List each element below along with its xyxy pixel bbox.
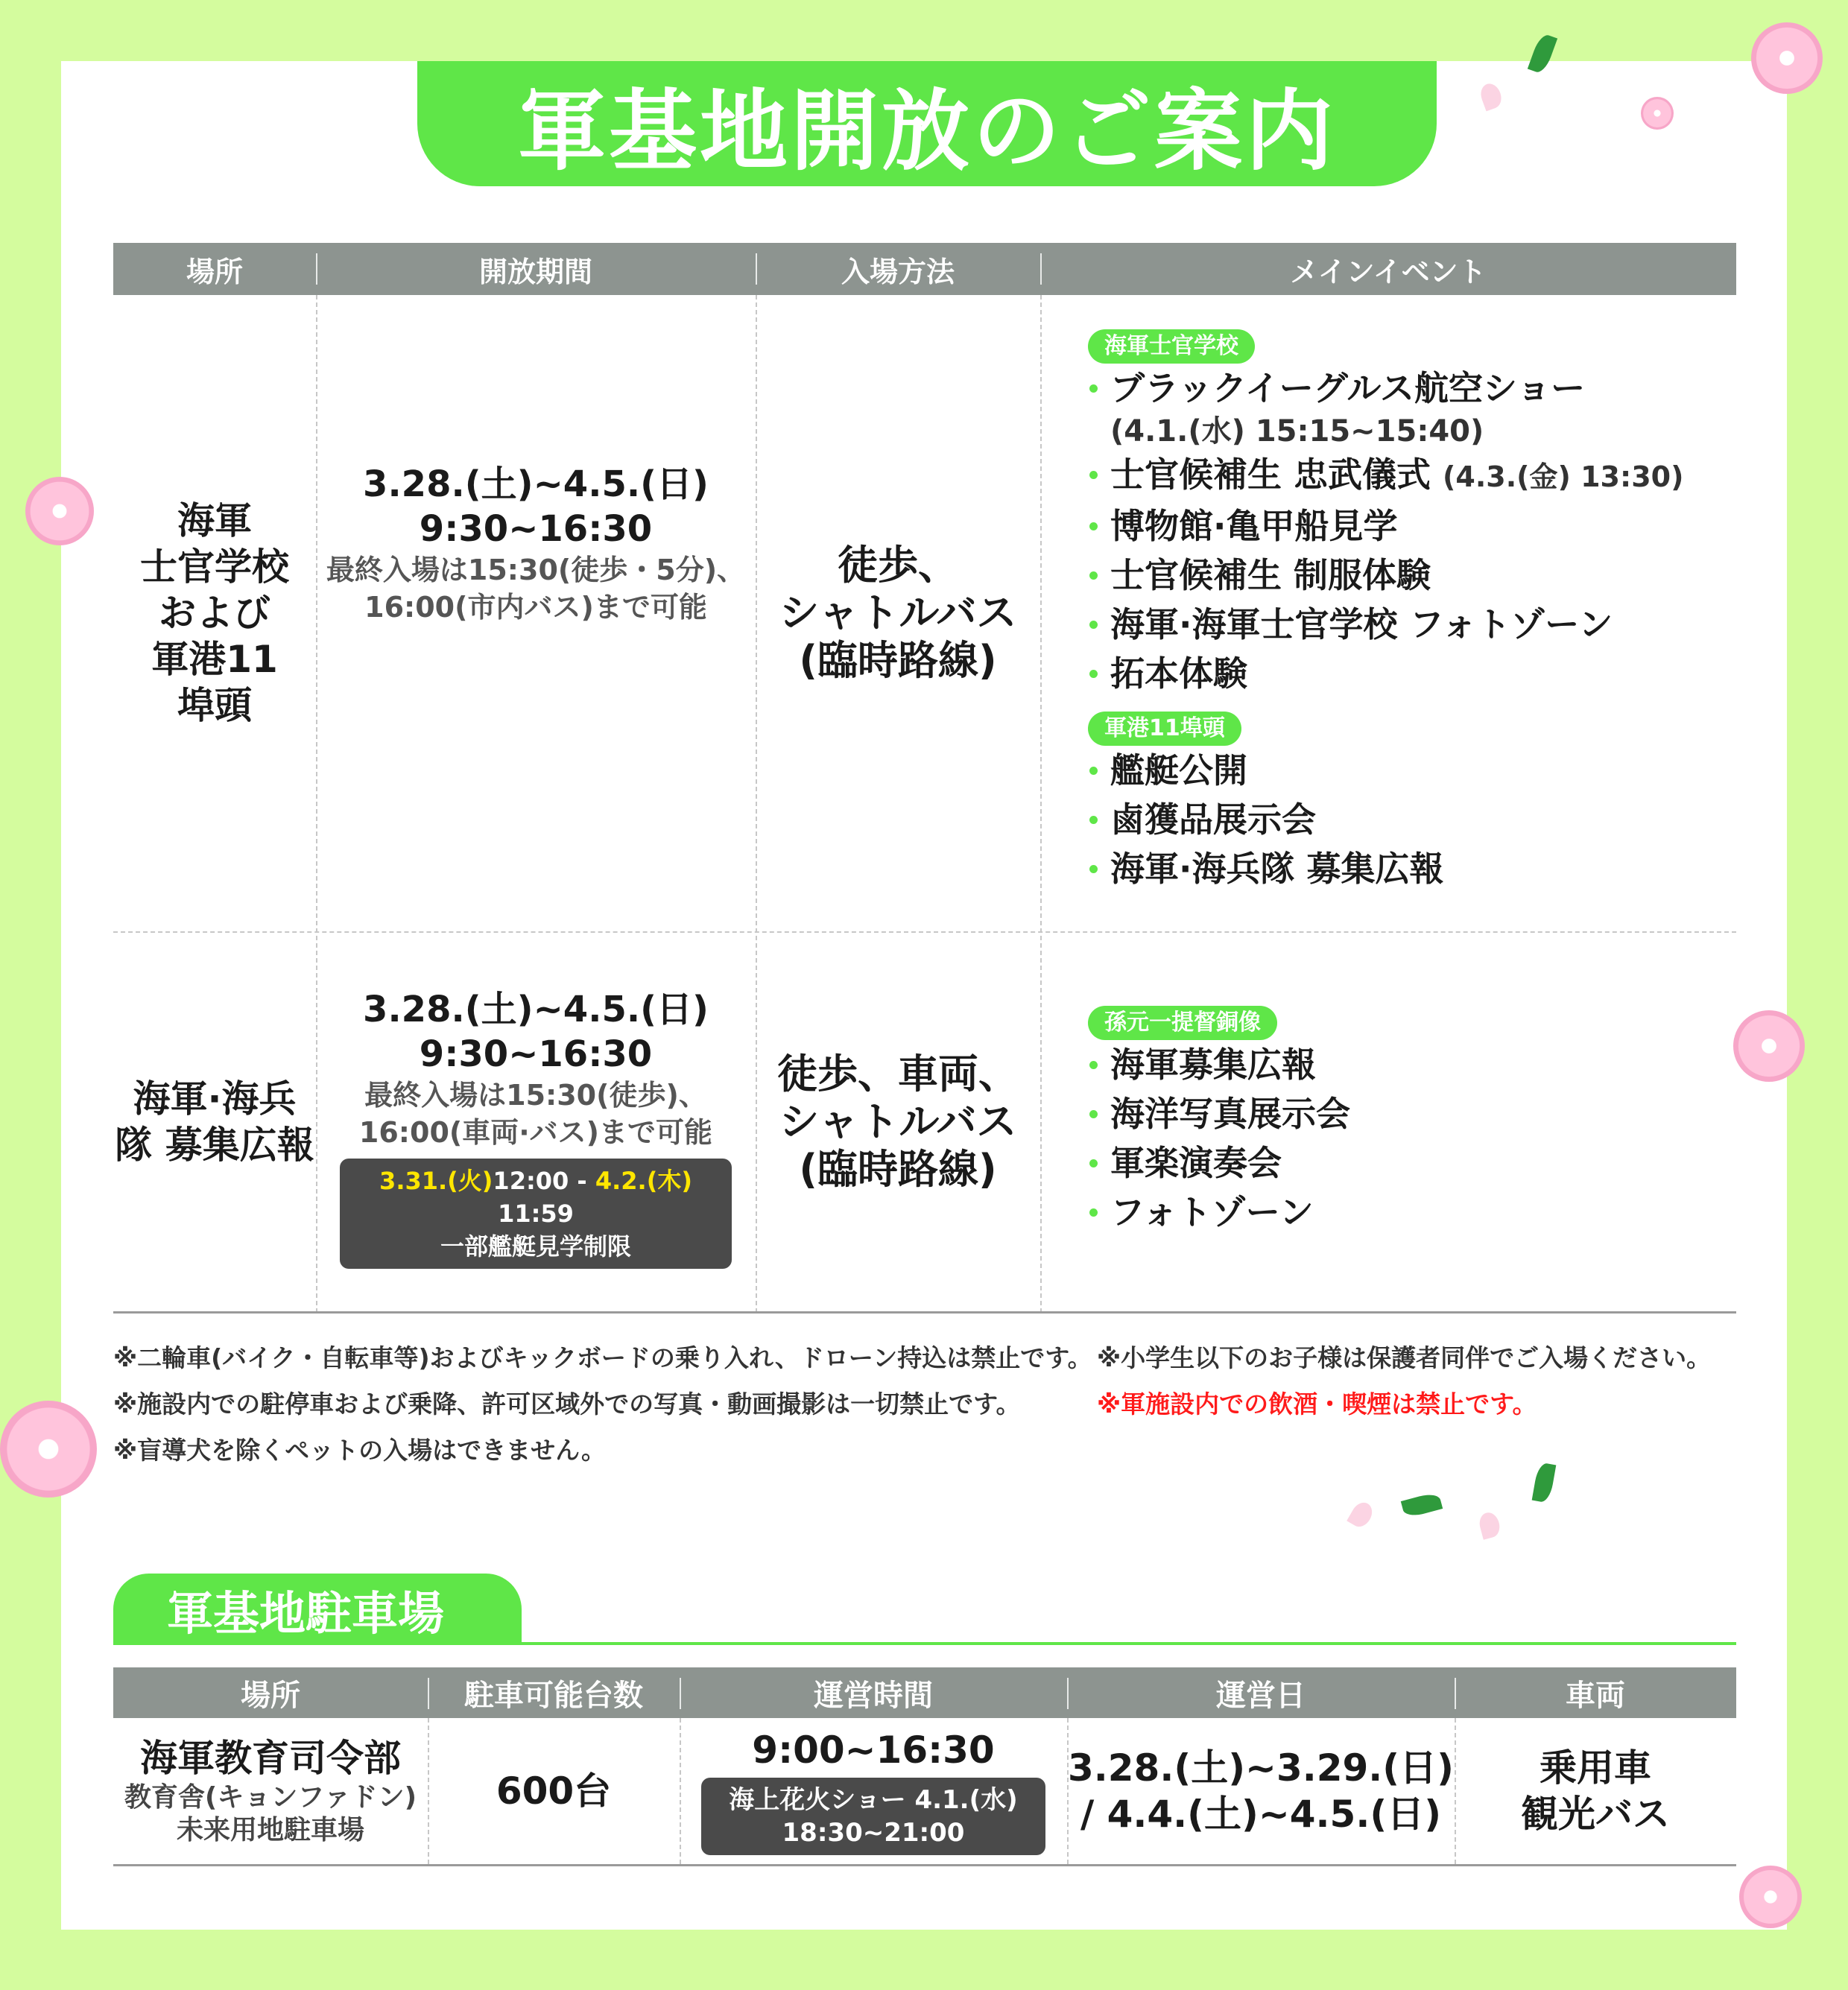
note-line: ※盲導犬を除くペットの入場はできません。 [113, 1436, 607, 1465]
notes-left [113, 1335, 1092, 1474]
parking-vehicle-line: 乗用車 [1540, 1746, 1651, 1790]
parking-table-header [113, 1667, 1736, 1718]
header-period: 開放期間 [478, 255, 592, 288]
restriction-sep: - [569, 1167, 595, 1195]
parking-table-bottom-rule [113, 1864, 1736, 1866]
header-place: 場所 [241, 1678, 300, 1713]
fireworks-box [701, 1778, 1045, 1855]
place-line: 士官学校 [140, 545, 289, 589]
event-text: フォトゾーン [1110, 1192, 1314, 1232]
row1-place [113, 295, 316, 931]
event-group-tag: 軍港11埠頭 [1088, 712, 1241, 746]
period-hours: 9:30~16:30 [419, 1033, 653, 1075]
event-text: 艦艇公開 [1110, 750, 1247, 790]
event-text: 士官候補生 忠武儀式 [1110, 454, 1431, 495]
event-text: 海軍·海軍士官学校 フォトゾーン [1110, 604, 1613, 644]
period-hours: 9:30~16:30 [419, 508, 653, 550]
place-line: 海軍 [177, 499, 252, 542]
parking-days [1067, 1718, 1455, 1864]
event-text: 軍楽演奏会 [1110, 1143, 1282, 1183]
note-line-warning: ※軍施設内での飲酒・喫煙は禁止です。 [1097, 1389, 1537, 1419]
header-vehicles: 車両 [1566, 1678, 1625, 1713]
parking-section-rule [113, 1642, 1736, 1645]
method-line: (臨時路線) [799, 637, 997, 684]
header-place: 場所 [186, 255, 243, 288]
place-line: 隊 募集広報 [115, 1124, 314, 1167]
place-line: 海軍·海兵 [133, 1077, 297, 1121]
restriction-time [340, 1164, 732, 1230]
event-item [1088, 795, 1683, 844]
event-item [1088, 450, 1683, 501]
event-item [1088, 364, 1683, 413]
method-line: (臨時路線) [799, 1146, 997, 1193]
method-line: シャトルバス [779, 1098, 1017, 1145]
event-text: 鹵獲品展示会 [1110, 799, 1316, 840]
period-note: 最終入場は15:30(徒歩)、 [364, 1079, 707, 1112]
place-line: および [159, 592, 270, 635]
notes-right [1097, 1335, 1711, 1427]
table-bottom-rule [113, 1311, 1736, 1314]
event-text: 士官候補生 制服体験 [1110, 555, 1431, 595]
cherry-blossom-icon [25, 477, 94, 545]
cherry-blossom-icon [1733, 1010, 1805, 1082]
note-line: ※二輪車(バイク・自転車等)およびキックボードの乗り入れ、ドローン持込は禁止です。 [113, 1343, 1092, 1372]
restriction-time-from: 12:00 [493, 1167, 569, 1195]
event-group-tag: 海軍士官学校 [1088, 329, 1255, 364]
event-item [1088, 746, 1683, 795]
parking-hours-value: 9:00~16:30 [752, 1728, 995, 1772]
parking-hours [680, 1718, 1067, 1864]
cherry-blossom-icon [1641, 97, 1674, 130]
place-line: 埠頭 [177, 684, 252, 727]
cherry-blossom-icon [1739, 1866, 1802, 1928]
parking-place [113, 1718, 428, 1864]
period-note: 16:00(車両·バス)まで可能 [358, 1116, 713, 1149]
period-note: 最終入場は15:30(徒歩・5分)、 [326, 554, 746, 586]
event-item [1088, 1089, 1350, 1138]
row1-method [756, 295, 1040, 931]
restriction-text: 一部艦艇見学制限 [440, 1232, 631, 1261]
event-item [1088, 501, 1683, 551]
note-line: ※小学生以下のお子様は保護者同伴でご入場ください。 [1097, 1343, 1712, 1372]
page-title: 軍基地開放のご案内 [417, 61, 1437, 186]
event-text: 拓本体験 [1110, 653, 1247, 694]
event-group-tag: 孫元一提督銅像 [1088, 1006, 1277, 1040]
event-text: 海軍募集広報 [1110, 1045, 1316, 1085]
header-events: メインイベント [1290, 255, 1487, 288]
restriction-time-to: 11:59 [498, 1200, 574, 1228]
event-text: 海洋写真展示会 [1110, 1094, 1350, 1134]
fireworks-time: 18:30~21:00 [782, 1818, 965, 1848]
event-item [1088, 1138, 1350, 1188]
restriction-date-to: 4.2.(木) [595, 1167, 692, 1195]
parking-days-line: 3.28.(土)~3.29.(日) [1067, 1746, 1455, 1790]
parking-capacity [428, 1718, 680, 1864]
parking-capacity-value: 600台 [496, 1769, 612, 1813]
header-capacity: 駐車可能台数 [464, 1678, 643, 1713]
cherry-blossom-icon [1751, 22, 1823, 94]
row2-place [113, 933, 316, 1311]
parking-place-detail: 教育舎(キョンファドン) [124, 1782, 417, 1813]
event-item [1088, 844, 1683, 893]
header-method: 入場方法 [841, 255, 955, 288]
parking-vehicle-line: 観光バス [1521, 1793, 1670, 1836]
fireworks-label: 海上花火ショー 4.1.(水) [729, 1785, 1018, 1815]
period-dates: 3.28.(土)~4.5.(日) [363, 989, 709, 1030]
restriction-date-from: 3.31.(火) [379, 1167, 493, 1195]
row2-events [1088, 1006, 1350, 1237]
parking-days-line: / 4.4.(土)~4.5.(日) [1080, 1793, 1442, 1836]
method-line: シャトルバス [779, 589, 1017, 636]
period-dates: 3.28.(土)~4.5.(日) [363, 463, 709, 505]
cherry-blossom-icon [0, 1401, 97, 1498]
parking-section-title: 軍基地駐車場 [113, 1574, 522, 1645]
row1-events [1088, 329, 1683, 893]
period-note: 16:00(市内バス)まで可能 [364, 591, 707, 624]
header-days: 運営日 [1216, 1678, 1306, 1713]
note-line: ※施設内での駐停車および乗降、許可区域外での写真・動画撮影は一切禁止です。 [113, 1389, 1021, 1419]
restriction-box [340, 1159, 732, 1269]
event-subtext: (4.1.(水) 15:15~15:40) [1110, 414, 1484, 449]
parking-place-detail: 未来用地駐車場 [176, 1815, 364, 1845]
event-item [1088, 600, 1683, 649]
place-line: 軍港11 [151, 638, 278, 681]
parking-place-name: 海軍教育司令部 [140, 1737, 401, 1780]
column-divider [1040, 295, 1042, 1313]
main-table-header [113, 243, 1736, 295]
row2-period [316, 987, 756, 1261]
event-item [1088, 1188, 1350, 1237]
row1-period [316, 462, 756, 656]
event-time: (4.3.(金) 13:30) [1443, 460, 1684, 493]
method-line: 徒歩、 [838, 542, 958, 589]
event-item [1088, 1040, 1350, 1089]
event-item [1088, 551, 1683, 600]
header-hours: 運営時間 [814, 1678, 933, 1713]
event-text: 博物館·亀甲船見学 [1110, 506, 1398, 546]
event-text: 海軍·海兵隊 募集広報 [1110, 849, 1444, 889]
event-text: ブラックイーグルス航空ショー [1110, 368, 1586, 408]
event-item [1088, 649, 1683, 698]
method-line: 徒歩、車両、 [777, 1051, 1019, 1097]
parking-vehicles [1455, 1718, 1736, 1864]
row2-method [756, 933, 1040, 1311]
